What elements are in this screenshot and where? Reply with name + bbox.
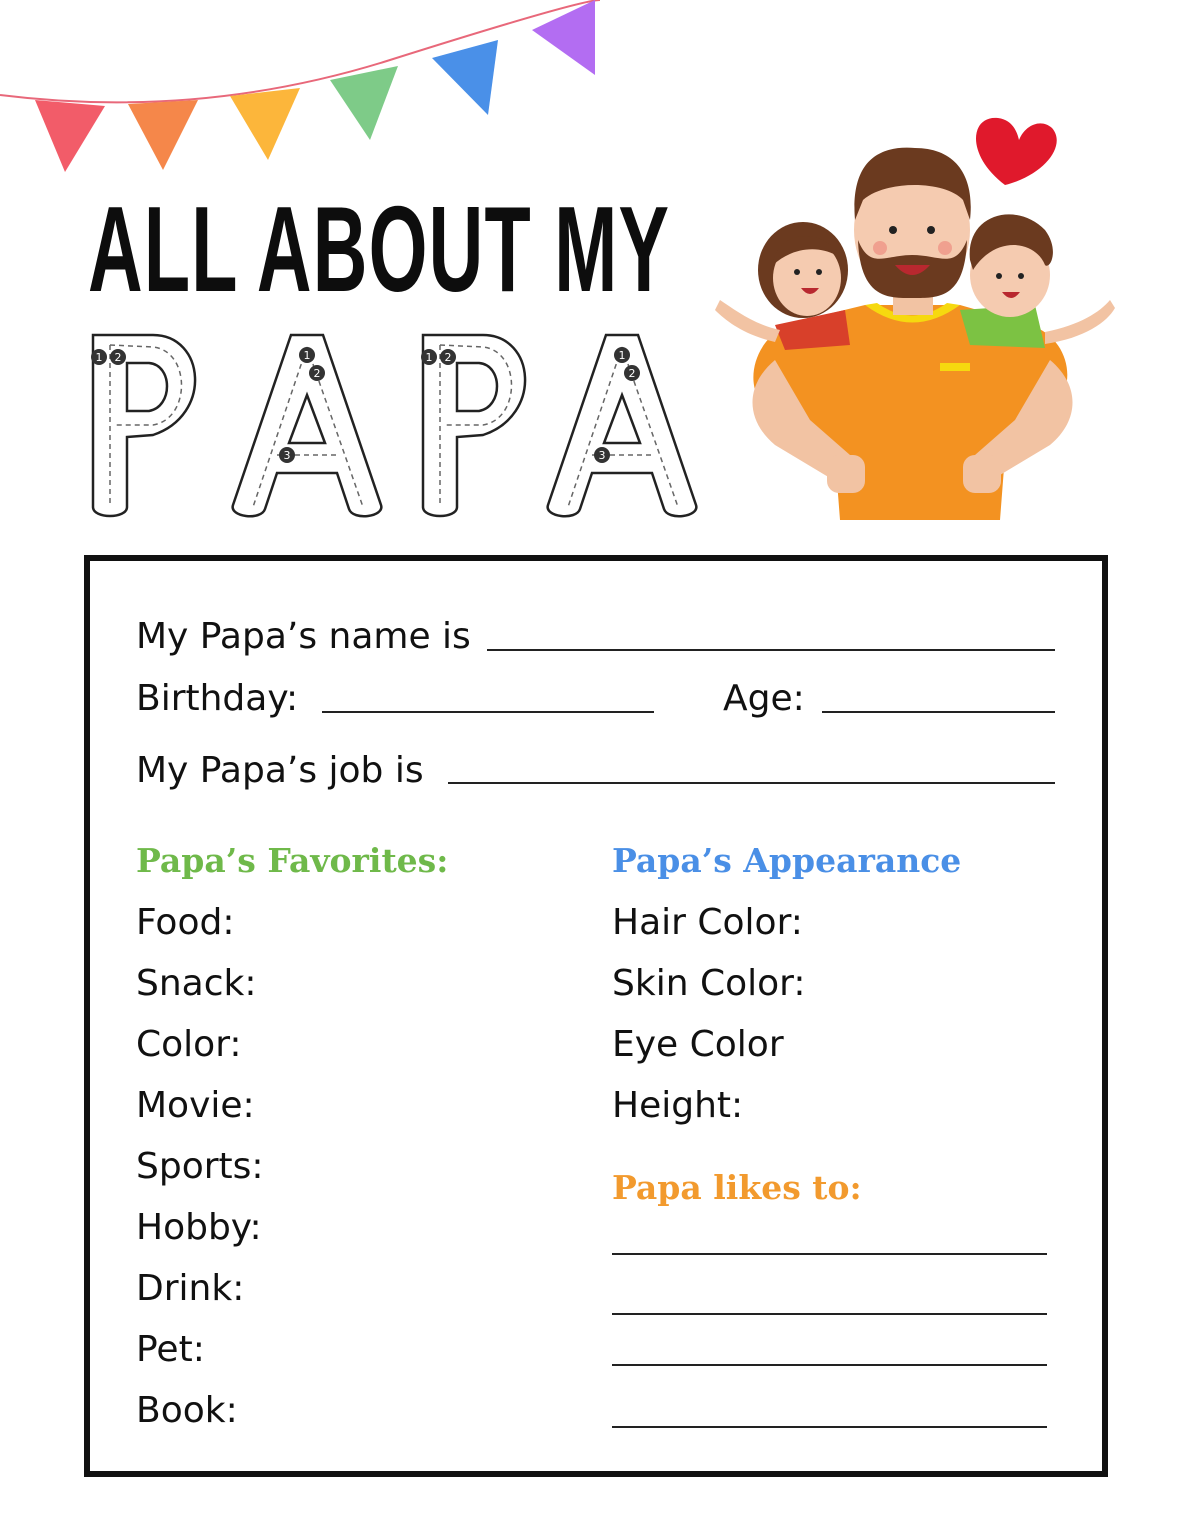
favorite-pet: Pet: [136, 1329, 205, 1370]
bunting-flag [35, 100, 105, 172]
bunting-decoration [0, 0, 620, 185]
favorite-book: Book: [136, 1390, 238, 1431]
stroke-number: 1 [95, 351, 103, 364]
likes-line-3[interactable] [612, 1364, 1047, 1366]
favorite-snack: Snack: [136, 963, 257, 1004]
job-field[interactable] [448, 782, 1055, 784]
age-field[interactable] [822, 711, 1055, 713]
appearance-hair-color: Hair Color: [612, 902, 803, 943]
heart-icon [976, 118, 1057, 185]
appearance-height: Height: [612, 1085, 744, 1126]
stroke-number: 1 [303, 349, 311, 362]
tracing-letters [80, 330, 700, 525]
favorite-food: Food: [136, 902, 235, 943]
appearance-skin-color: Skin Color: [612, 963, 806, 1004]
birthday-label: Birthday: [136, 678, 299, 719]
stroke-number: 2 [114, 351, 122, 364]
likes-line-1[interactable] [612, 1253, 1047, 1255]
birthday-field[interactable] [322, 711, 654, 713]
likes-heading: Papa likes to: [612, 1168, 862, 1207]
stroke-number: 2 [313, 367, 321, 380]
name-label: My Papa’s name is [136, 616, 471, 657]
bunting-flag [230, 88, 300, 160]
stroke-number: 1 [618, 349, 626, 362]
tracing-letter-p2 [421, 335, 525, 516]
tracing-letter-p1 [91, 335, 195, 516]
appearance-eye-color: Eye Color [612, 1024, 784, 1065]
tracing-letter-a1 [233, 335, 382, 516]
favorite-color: Color: [136, 1024, 242, 1065]
favorites-heading: Papa’s Favorites: [136, 841, 449, 880]
stroke-number: 2 [444, 351, 452, 364]
likes-line-4[interactable] [612, 1426, 1047, 1428]
family-illustration [715, 100, 1115, 525]
likes-line-2[interactable] [612, 1313, 1047, 1315]
appearance-heading: Papa’s Appearance [612, 841, 962, 880]
stroke-number: 3 [283, 449, 291, 462]
stroke-number: 3 [598, 449, 606, 462]
bunting-flag [532, 0, 595, 75]
age-label: Age: [723, 678, 805, 719]
bunting-flag [432, 40, 498, 115]
stroke-number: 2 [628, 367, 636, 380]
form-box [84, 555, 1108, 1477]
page-title: ALL ABOUT MY [88, 181, 671, 317]
bunting-flag [128, 100, 198, 170]
job-label: My Papa’s job is [136, 750, 424, 791]
tracing-letter-a2 [548, 335, 697, 516]
name-field[interactable] [487, 649, 1055, 651]
favorite-hobby: Hobby: [136, 1207, 262, 1248]
favorite-sports: Sports: [136, 1146, 264, 1187]
favorite-drink: Drink: [136, 1268, 245, 1309]
favorite-movie: Movie: [136, 1085, 255, 1126]
bunting-flag [330, 66, 398, 140]
stroke-number: 1 [425, 351, 433, 364]
